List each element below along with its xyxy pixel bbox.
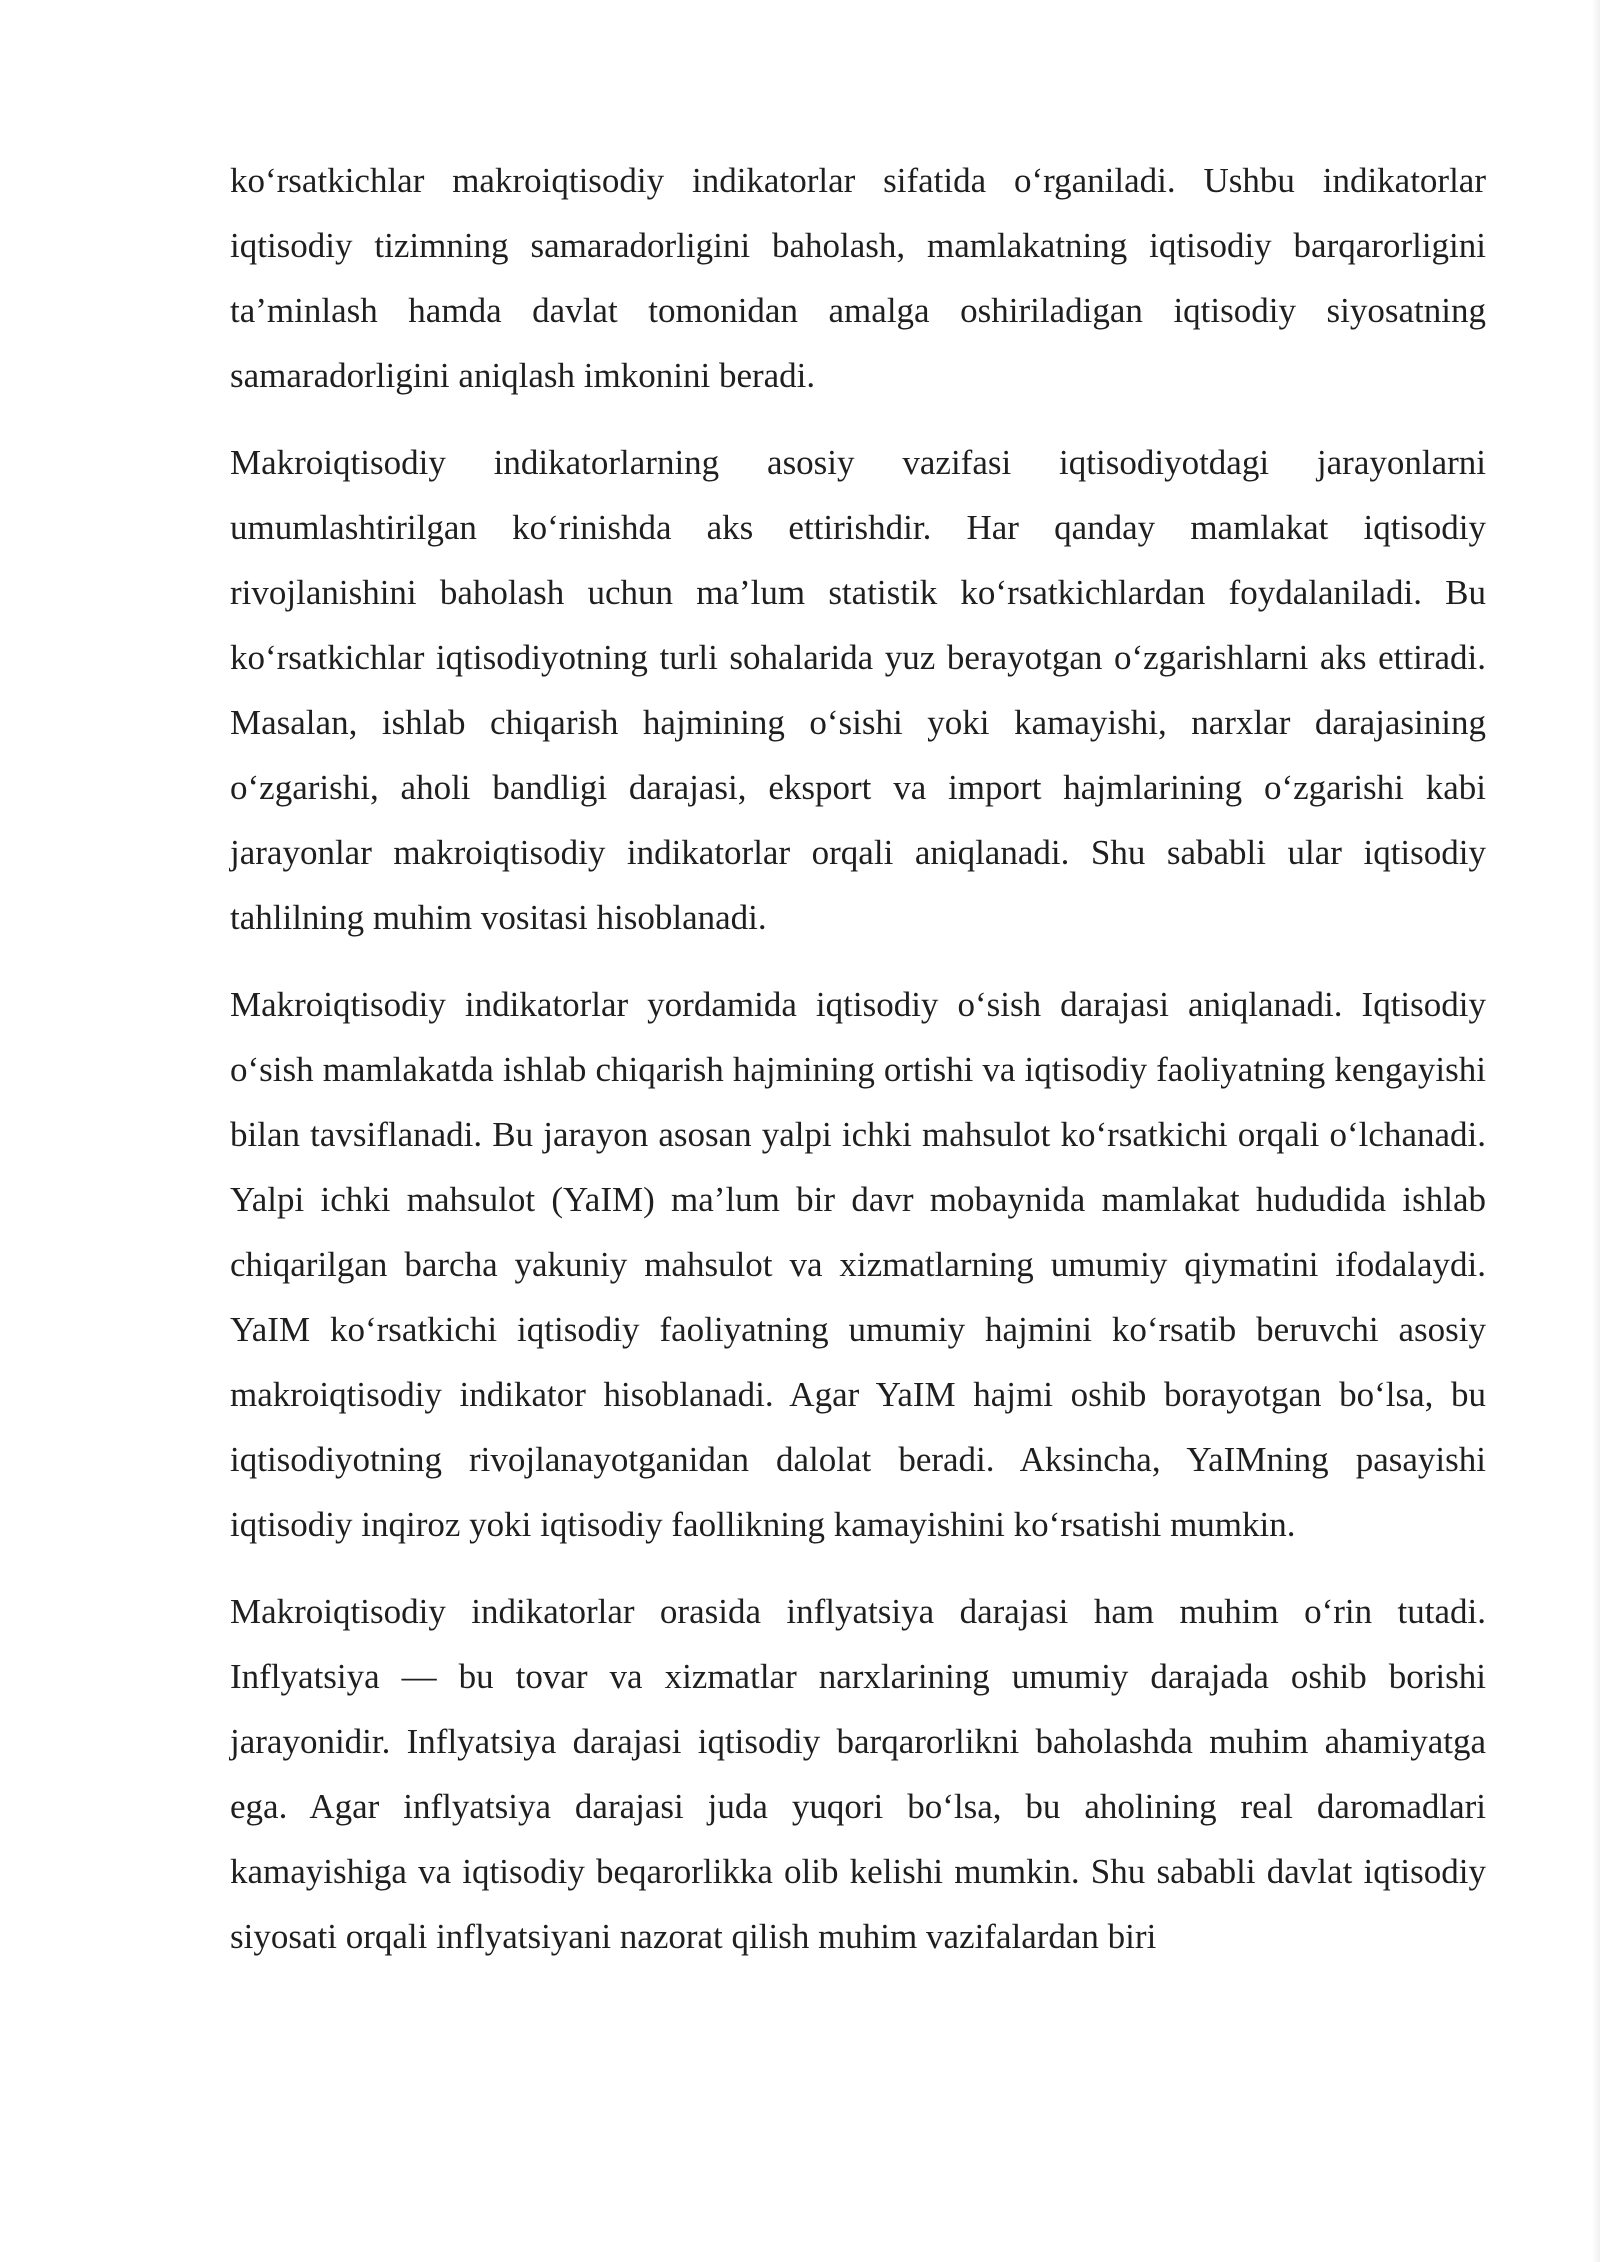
paragraph-3: Makroiqtisodiy indikatorlar yordamida iqtisodiy o‘sish darajasi aniqlanadi. Iqtisodiy o‘sish mamlakatda ishlab chiqarish hajmining ortishi va iqtisodiy faoliyatning kengayishi bilan tavsiflanadi. Bu jarayon asosan yalpi ichki mahsulot ko‘rsatkichi orqali o‘lchanadi. Yalpi ichki mahsulot (YaIM) ma’lum bir davr mobaynida mamlakat hududida ishlab chiqarilgan barcha yakuniy mahsulot va xizmatlarning umumiy qiymatini ifodalaydi. YaIM ko‘rsatkichi iqtisodiy faoliyatning umumiy hajmini ko‘rsatib beruvchi asosiy makroiqtisodiy indikator hisoblanadi. Agar YaIM hajmi oshib borayotgan bo‘lsa, bu iqtisodiyotning rivojlanayotganidan dalolat beradi. Aksincha, YaIMning pasayishi iqtisodiy inqiroz yoki iqtisodiy faollikning kamayishini ko‘rsatishi mumkin. xyxy=(230,985,1486,1544)
page-edge-shadow xyxy=(1592,0,1600,2262)
document-body xyxy=(230,148,1486,1991)
paragraph-2: Makroiqtisodiy indikatorlarning asosiy vazifasi iqtisodiyotdagi jarayonlarni umumlashtirilgan ko‘rinishda aks ettirishdir. Har qanday mamlakat iqtisodiy rivojlanishini baholash uchun ma’lum statistik ko‘rsatkichlardan foydalaniladi. Bu ko‘rsatkichlar iqtisodiyotning turli sohalarida yuz berayotgan o‘zgarishlarni aks ettiradi. Masalan, ishlab chiqarish hajmining o‘sishi yoki kamayishi, narxlar darajasining o‘zgarishi, aholi bandligi darajasi, eksport va import hajmlarining o‘zgarishi kabi jarayonlar makroiqtisodiy indikatorlar orqali aniqlanadi. Shu sababli ular iqtisodiy tahlilning muhim vositasi hisoblanadi. xyxy=(230,443,1486,937)
paragraph-4: Makroiqtisodiy indikatorlar orasida inflyatsiya darajasi ham muhim o‘rin tutadi. Inflyatsiya — bu tovar va xizmatlar narxlarining umumiy darajada oshib borishi jarayonidir. Inflyatsiya darajasi iqtisodiy barqarorlikni baholashda muhim ahamiyatga ega. Agar inflyatsiya darajasi juda yuqori bo‘lsa, bu aholining real daromadlari kamayishiga va iqtisodiy beqarorlikka olib kelishi mumkin. Shu sababli davlat iqtisodiy siyosati orqali inflyatsiyani nazorat qilish muhim vazifalardan biri xyxy=(230,1592,1486,1956)
paragraph-1: ko‘rsatkichlar makroiqtisodiy indikatorlar sifatida o‘rganiladi. Ushbu indikatorlar iqtisodiy tizimning samaradorligini baholash, mamlakatning iqtisodiy barqarorligini ta’minlash hamda davlat tomonidan amalga oshiriladigan iqtisodiy siyosatning samaradorligini aniqlash imkonini beradi. xyxy=(230,161,1486,395)
